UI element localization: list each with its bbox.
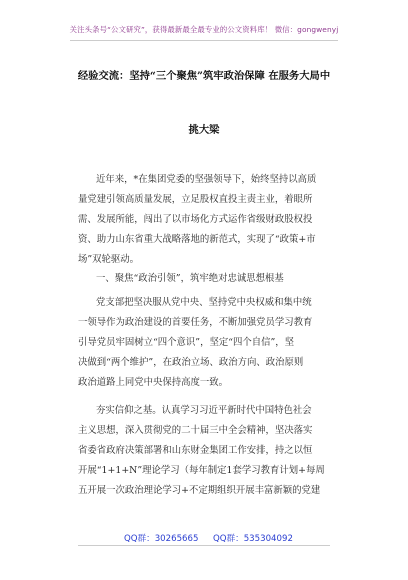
qq-group-1: QQ群：30265665 (124, 534, 199, 544)
paragraph-line: 党支部把坚决服从党中央、坚持党中央权威和集中统 (96, 297, 312, 308)
paragraph-line: 政治道路上同党中央保持高度一致。 (78, 377, 229, 388)
document-title-line-2: 挑大梁 (188, 124, 220, 136)
header-banner: 关注头条号“公文研究”，获得最新最全最专业的公文资料库！ 微信：gongwenyj (69, 25, 339, 34)
paragraph-line: 场”双轮驱动。 (78, 254, 140, 265)
paragraph-line: 开展“1+1+N”理论学习（每年制定1套学习教育计划+每周 (78, 465, 325, 476)
paragraph-line: 资、助力山东省重大战略落地的新范式，实现了“政策+市 (78, 234, 316, 245)
paragraph-line: 近年来，*在集团党委的坚强领导下，始终坚持以高质 (96, 174, 317, 185)
paragraph-line: 夯实信仰之基。认真学习习近平新时代中国特色社会 (96, 405, 312, 416)
section-heading (78, 269, 334, 289)
footer-divider (78, 545, 330, 546)
document-title-line-1: 经验交流：坚持“三个聚焦”筑牢政治保障 在服务大局中 (77, 70, 331, 82)
paragraph-line: 五开展一次政治理论学习+不定期组织开展丰富新颖的党建 (78, 485, 321, 496)
body-paragraph (78, 293, 334, 393)
paragraph-line: 需、发展所能，闯出了以市场化方式运作省级财政股权投 (78, 214, 313, 225)
paragraph-line: 决做到“两个维护”，在政治立场、政治方向、政治原则 (78, 357, 304, 368)
header-divider (70, 40, 338, 41)
paragraph-line: 一领导作为政治建设的首要任务，不断加强党员学习教育 (78, 317, 313, 328)
section-heading-text: 一、聚焦“政治引领”，筑牢绝对忠诚思想根基 (96, 273, 284, 284)
paragraph-line: 省委省政府决策部署和山东财金集团工作安排，持之以恒 (78, 445, 313, 456)
paragraph-line: 引导党员牢固树立“四个意识”，坚定“四个自信”，坚 (78, 337, 295, 348)
qq-group-2: QQ群：535304092 (213, 534, 293, 544)
body-paragraph (78, 401, 334, 501)
paragraph-line: 主义思想，深入贯彻党的二十届三中全会精神，坚决落实 (78, 425, 313, 436)
paragraph-line: 量党建引领高质量发展，立足股权直投主责主业，着眼所 (78, 194, 313, 205)
intro-paragraph (78, 170, 334, 270)
